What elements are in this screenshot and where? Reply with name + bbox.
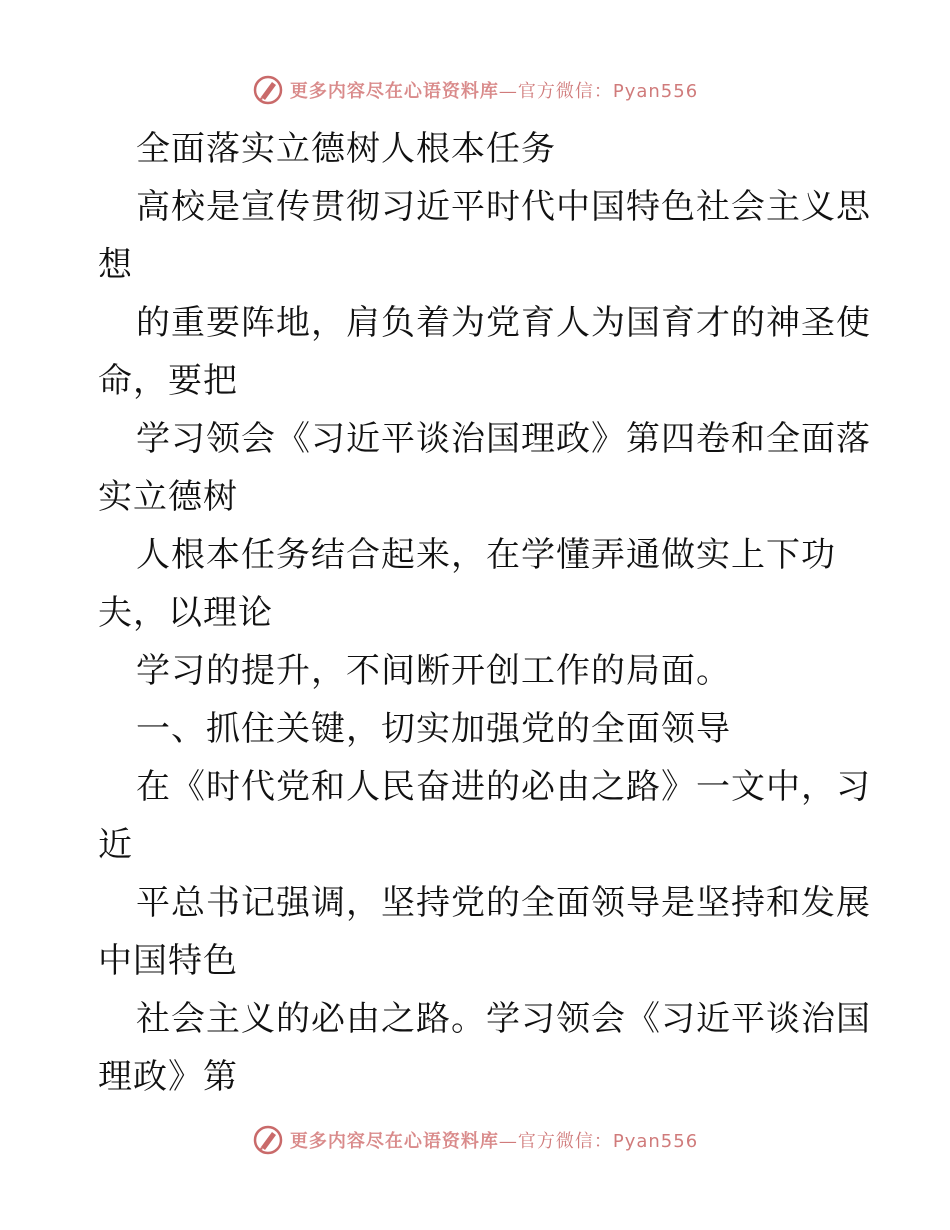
text-line: 学习领会《习近平谈治国理政》第四卷和全面落	[136, 419, 871, 459]
text-line: 平总书记强调，坚持党的全面领导是坚持和发展	[136, 883, 871, 923]
text-line: 一、抓住关键，切实加强党的全面领导	[136, 709, 731, 749]
text-line: 近	[98, 825, 133, 865]
text-line: 学习的提升，不间断开创工作的局面。	[136, 651, 731, 691]
pen-logo-icon	[252, 1124, 284, 1156]
header-watermark	[0, 70, 950, 110]
text-line: 的重要阵地，肩负着为党育人为国育才的神圣使	[136, 303, 871, 343]
pen-logo-icon	[252, 74, 284, 106]
watermark-sub: —官方微信：	[498, 81, 613, 102]
text-line: 高校是宣传贯彻习近平时代中国特色社会主义思	[136, 187, 871, 227]
document-body	[98, 120, 871, 1106]
watermark-id: Pyan556	[612, 81, 699, 102]
text-line: 在《时代党和人民奋进的必由之路》一文中，习	[136, 767, 871, 807]
watermark-main: 更多内容尽在心语资料库	[289, 1131, 499, 1152]
watermark-sub: —官方微信：	[498, 1131, 613, 1152]
text-line: 想	[98, 245, 133, 285]
text-line: 夫，以理论	[98, 593, 273, 633]
watermark-text	[290, 77, 698, 103]
text-line: 全面落实立德树人根本任务	[136, 129, 556, 169]
watermark-text	[290, 1127, 698, 1153]
text-line: 实立德树	[98, 477, 238, 517]
watermark-id: Pyan556	[612, 1131, 699, 1152]
text-line: 理政》第	[98, 1057, 238, 1097]
footer-watermark	[0, 1120, 950, 1160]
watermark-main: 更多内容尽在心语资料库	[289, 81, 499, 102]
text-line: 社会主义的必由之路。学习领会《习近平谈治国	[136, 999, 871, 1039]
text-line: 中国特色	[98, 941, 238, 981]
text-line: 命，要把	[98, 361, 238, 401]
text-line: 人根本任务结合起来，在学懂弄通做实上下功	[136, 535, 836, 575]
